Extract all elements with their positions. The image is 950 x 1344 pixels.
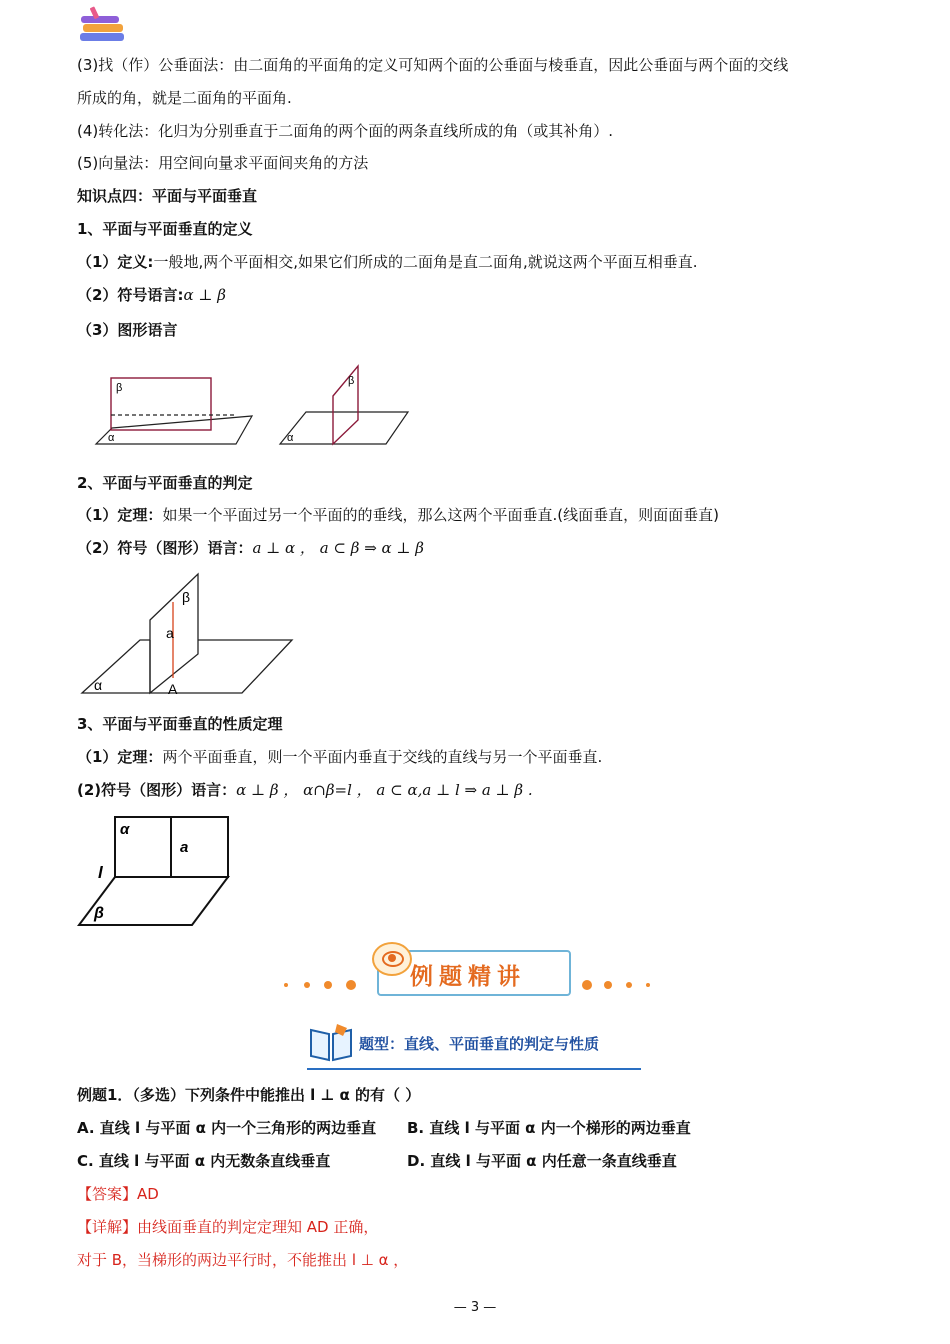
figure4-alpha-label: α bbox=[120, 821, 130, 838]
option-d: D. 直线 l 与平面 α 内任意一条直线垂直 bbox=[407, 1152, 677, 1170]
symbol-line-1 bbox=[77, 285, 226, 305]
eye-icon bbox=[372, 942, 412, 976]
page-number: — 3 — bbox=[453, 1300, 497, 1315]
figure3-a-label: a bbox=[166, 625, 174, 641]
text-line-4: (4)转化法：化归为分别垂直于二面角的两个面的两条直线所成的角（或其补角）. bbox=[77, 122, 614, 140]
section-title-3: 3、平面与平面垂直的性质定理 bbox=[77, 715, 283, 733]
topic-heading bbox=[307, 1022, 641, 1070]
theorem-line-2 bbox=[77, 505, 719, 525]
theorem-label-3: （1）定理： bbox=[77, 748, 163, 766]
figure4-beta-label: β bbox=[94, 905, 104, 922]
detail-line bbox=[77, 1217, 378, 1237]
symbol-line-3 bbox=[77, 780, 533, 800]
figure-perpendicular-planes-2 bbox=[278, 362, 418, 452]
text-line-3b: 所成的角，就是二面角的平面角. bbox=[77, 89, 292, 107]
definition-line bbox=[77, 252, 698, 272]
answer-line bbox=[77, 1184, 159, 1204]
figure2-alpha-label: α bbox=[287, 432, 294, 444]
figure-property-theorem bbox=[76, 814, 236, 929]
text-line-3a: (3)找（作）公垂面法：由二面角的平面角的定义可知两个面的公垂面与棱垂直，因此公垂面与两个面的交线 bbox=[77, 56, 789, 74]
section-title-2: 2、平面与平面垂直的判定 bbox=[77, 474, 253, 492]
symbol-label-2: （2）符号（图形）语言： bbox=[77, 539, 253, 557]
figure-language-label: （3）图形语言 bbox=[77, 321, 178, 339]
detail-label: 【详解】 bbox=[77, 1218, 138, 1236]
definition-label: （1）定义: bbox=[77, 253, 154, 271]
section-title-k4: 知识点四：平面与平面垂直 bbox=[77, 187, 258, 205]
symbol-line-2 bbox=[77, 538, 424, 558]
symbol-label-1: （2）符号语言: bbox=[77, 286, 184, 304]
banner-dots-left bbox=[282, 980, 362, 990]
theorem-label-2: （1）定理： bbox=[77, 506, 163, 524]
detail-text: 由线面垂直的判定定理知 AD 正确， bbox=[137, 1218, 379, 1236]
books-icon bbox=[78, 6, 128, 48]
text-line-5: (5)向量法：用空间向量求平面间夹角的方法 bbox=[77, 154, 369, 172]
option-a: A. 直线 l 与平面 α 内一个三角形的两边垂直 bbox=[77, 1119, 377, 1137]
figure4-l-label: l bbox=[98, 863, 103, 882]
figure3-A-label: A bbox=[168, 681, 178, 697]
answer-label: 【答案】 bbox=[77, 1185, 138, 1203]
example-question: 例题1．（多选）下列条件中能推出 l ⊥ α 的有（ ） bbox=[77, 1086, 421, 1104]
option-c: C. 直线 l 与平面 α 内无数条直线垂直 bbox=[77, 1152, 331, 1170]
theorem-text-3: 两个平面垂直，则一个平面内垂直于交线的直线与另一个平面垂直. bbox=[162, 748, 603, 766]
open-book-icon bbox=[307, 1022, 355, 1064]
example-banner bbox=[282, 942, 672, 1002]
figure2-beta-label: β bbox=[348, 375, 355, 387]
symbol-math-3: α ⊥ β ， α∩β=l ， a ⊂ α,a ⊥ l ⇒ a ⊥ β . bbox=[236, 781, 533, 799]
figure-perpendicular-planes-1 bbox=[92, 370, 252, 450]
figure3-beta-label: β bbox=[182, 589, 191, 605]
symbol-math-1: α ⊥ β bbox=[183, 286, 226, 304]
symbol-math-2: a ⊥ α ， a ⊂ β ⇒ α ⊥ β bbox=[252, 539, 424, 557]
figure4-a-label: a bbox=[180, 839, 189, 856]
detail-line-2: 对于 B，当梯形的两边平行时，不能推出 l ⊥ α ， bbox=[77, 1251, 409, 1269]
definition-text: 一般地,两个平面相交,如果它们所成的二面角是直二面角,就说这两个平面互相垂直. bbox=[153, 253, 698, 271]
figure-judgement-theorem bbox=[80, 572, 300, 697]
banner-dots-right bbox=[582, 980, 672, 990]
section-title-1: 1、平面与平面垂直的定义 bbox=[77, 220, 253, 238]
answer-value: AD bbox=[137, 1185, 159, 1203]
topic-text: 题型：直线、平面垂直的判定与性质 bbox=[359, 1035, 600, 1053]
figure1-alpha-label: α bbox=[108, 432, 115, 444]
figure1-beta-label: β bbox=[116, 382, 123, 394]
figure3-alpha-label: α bbox=[94, 677, 103, 693]
banner-title: 例题精讲 bbox=[410, 964, 526, 990]
theorem-line-3 bbox=[77, 747, 602, 767]
symbol-label-3: (2)符号（图形）语言： bbox=[77, 781, 237, 799]
theorem-text-2: 如果一个平面过另一个平面的的垂线，那么这两个平面垂直.(线面垂直，则面面垂直) bbox=[162, 506, 719, 524]
option-b: B. 直线 l 与平面 α 内一个梯形的两边垂直 bbox=[407, 1119, 691, 1137]
